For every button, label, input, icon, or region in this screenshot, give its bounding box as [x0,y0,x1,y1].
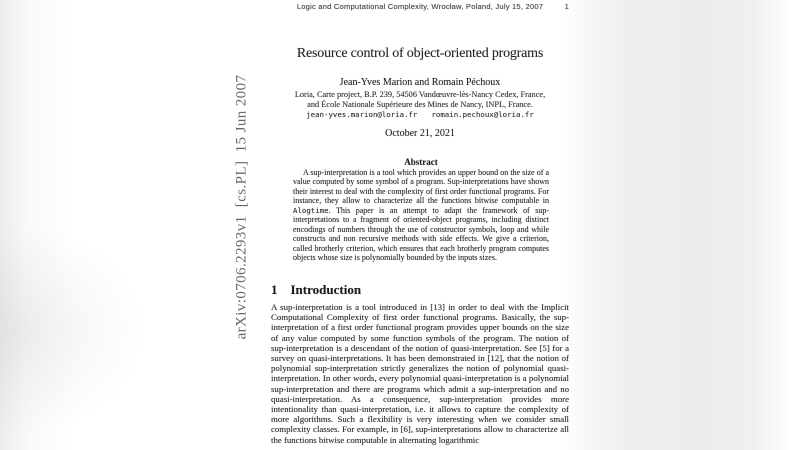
page-number: 1 [564,2,569,11]
section-number: 1 [271,282,278,297]
date-line: October 21, 2021 [385,128,455,139]
abstract-text-2: . This paper is an attempt to adapt the framework of sup-interpretations to a fragment of oriented-object programs, including distinct encodings of numbers through the use of constructor symbols, loop and while constructs and non recursive methods with side effects. We give a criterion, called brotherly criterion, which ensures that each brotherly program computes objects whose size is polynomially bounded by the inputs sizes. [293,205,549,263]
email-marion: jean-yves.marion@loria.fr [306,110,418,119]
email-pechoux: romain.pechoux@loria.fr [431,110,534,119]
affiliation-line-1: Loria, Carte project, B.P. 239, 54506 Vandœuvre-lès-Nancy Cedex, France, [294,90,546,99]
emails-line [271,110,569,119]
abstract-text-1: A sup-interpretation is a tool which provides an upper bound on the size of a value computed by some symbol of a program. Sup-interpretations have shown their interest to deal with the complexity of first order functional programs. For instance, they allow to characterize all the functions bitwise computable in [293,168,549,206]
running-header [271,2,569,11]
introduction-paragraph: A sup-interpretation is a tool introduced in [13] in order to deal with the Implicit Computational Complexity of first order functional programs. Basically, the sup-interpretation of a first order functional program provides upper bounds on the size of any value computed by some function symbols of the program. The notion of sup-interpretation is a descendant of the notion of quasi-interpretation. See [5] for a survey on quasi-interpretations. It has been demonstrated in [12], that the notion of polynomial sup-interpretation strictly generalizes the notion of polynomial quasi-interpretation. In other words, every polynomial quasi-interpretation is a polynomial sup-interpretation and there are programs which admit a sup-interpretation and no quasi-interpretation. As a consequence, sup-interpretation provides more intentionality than quasi-interpretation, i.e. it allows to capture the complexity of more algorithms. Such a flexibility is very interesting when we consider small complexity classes. For example, in [6], sup-interpretations allow to characterize all the functions bitwise computable in alternating logarithmic [271,302,569,445]
arxiv-watermark: arXiv:0706.2293v1 [cs.PL] 15 Jun 2007 [233,74,250,340]
affiliation-line-2: and École Nationale Supérieure des Mines de Nancy, INPL, France. [307,100,533,109]
paper-title: Resource control of object-oriented programs [296,46,544,61]
abstract-heading: Abstract [404,157,438,167]
section-1-heading [271,282,361,298]
abstract-code-alogtime: Alogtime [293,205,329,215]
abstract-body [293,168,549,263]
section-title: Introduction [290,282,362,297]
authors-line: Jean-Yves Marion and Romain Péchoux [339,77,501,88]
running-header-text: Logic and Computational Complexity, Wrocław, Poland, July 15, 2007 [296,2,544,11]
